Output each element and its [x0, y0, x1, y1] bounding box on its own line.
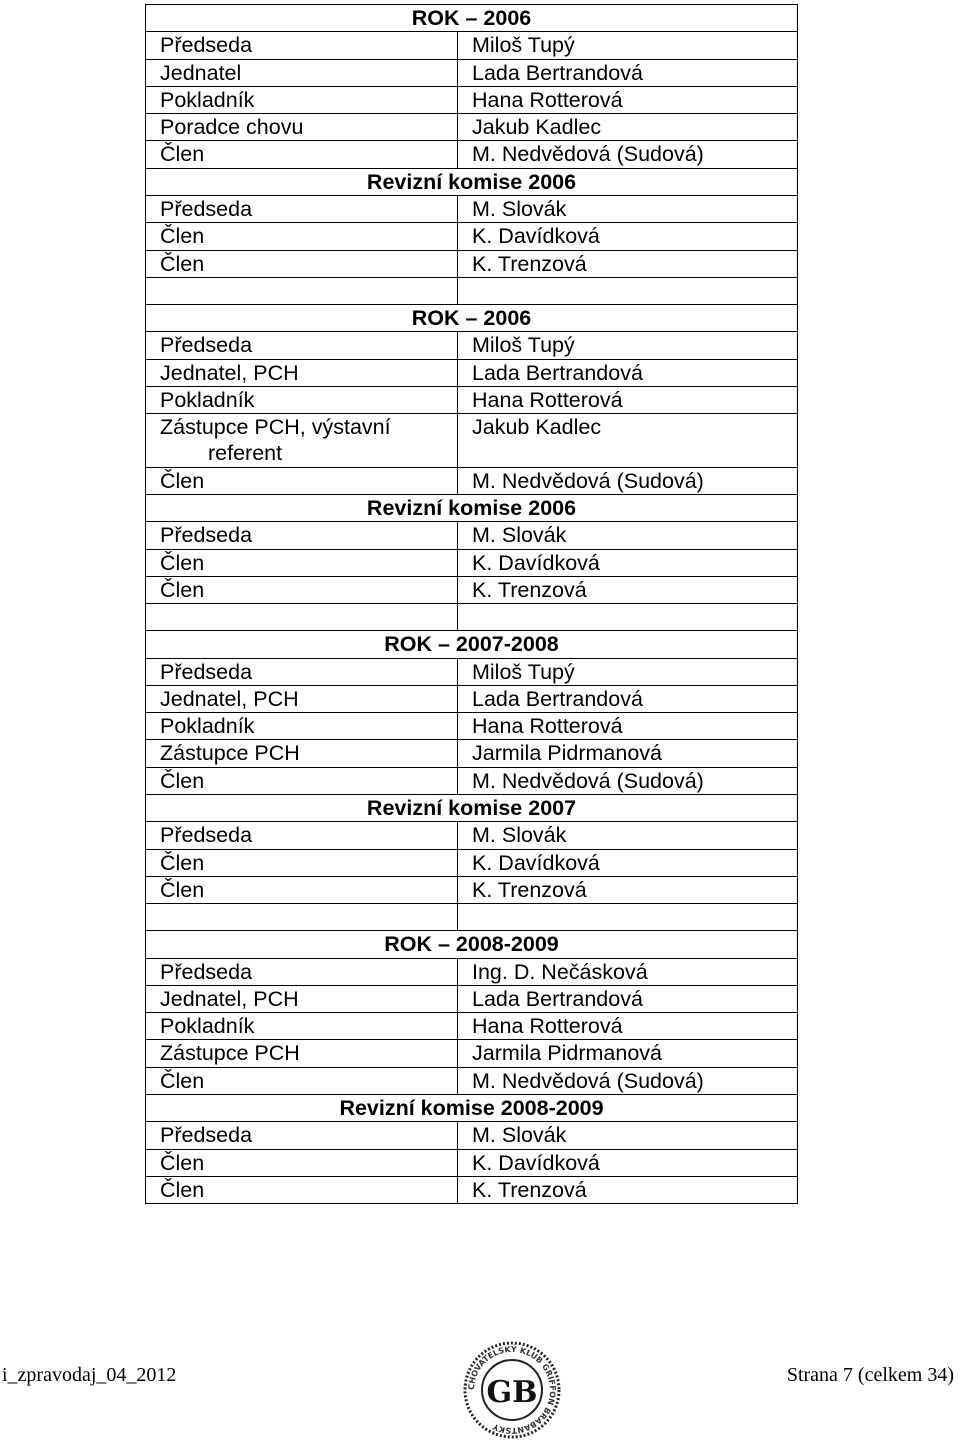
audit-member-name: K. Davídková	[458, 1149, 798, 1176]
table-row	[146, 740, 798, 767]
table-row	[146, 114, 798, 141]
section-header-row	[146, 931, 798, 958]
member-role: Předseda	[146, 958, 458, 985]
audit-member-role: Předseda	[146, 522, 458, 549]
table-row	[146, 414, 798, 468]
audit-member-name: K. Trenzová	[458, 250, 798, 277]
audit-member-name: K. Davídková	[458, 849, 798, 876]
audit-member-name: K. Trenzová	[458, 576, 798, 603]
member-name: Jakub Kadlec	[458, 114, 798, 141]
section-header-row	[146, 631, 798, 658]
table-row	[146, 713, 798, 740]
member-role	[146, 414, 458, 468]
committee-table	[145, 4, 798, 1204]
table-row	[146, 849, 798, 876]
member-name: Miloš Tupý	[458, 332, 798, 359]
section-header-row	[146, 5, 798, 32]
table-row	[146, 223, 798, 250]
logo-ring-text: CHOVATELSKÝ KLUB GRIFFON BRABANTSKÝ	[466, 1344, 558, 1436]
table-row	[146, 767, 798, 794]
audit-header-row	[146, 168, 798, 195]
table-row	[146, 876, 798, 903]
section-header-row	[146, 304, 798, 331]
club-logo-icon	[462, 1340, 562, 1440]
member-role: Člen	[146, 141, 458, 168]
audit-member-name: K. Davídková	[458, 223, 798, 250]
spacer-row	[146, 604, 798, 631]
table-row	[146, 59, 798, 86]
section-title: ROK – 2006	[146, 5, 798, 32]
member-role-line: Zástupce PCH, výstavní	[160, 415, 391, 440]
member-role: Předseda	[146, 32, 458, 59]
table-row	[146, 196, 798, 223]
table-row	[146, 332, 798, 359]
table-row	[146, 1013, 798, 1040]
logo-initials: GB	[486, 1375, 538, 1410]
spacer-cell	[146, 604, 458, 631]
member-name: Miloš Tupý	[458, 658, 798, 685]
member-role: Pokladník	[146, 1013, 458, 1040]
audit-header-row	[146, 795, 798, 822]
audit-member-role: Člen	[146, 576, 458, 603]
table-row	[146, 522, 798, 549]
table-row	[146, 1067, 798, 1094]
member-name: M. Nedvědová (Sudová)	[458, 767, 798, 794]
table-row	[146, 822, 798, 849]
audit-member-name: K. Trenzová	[458, 876, 798, 903]
audit-committee-title: Revizní komise 2007	[146, 795, 798, 822]
member-name: Lada Bertrandová	[458, 985, 798, 1012]
table-row	[146, 141, 798, 168]
member-name: Hana Rotterová	[458, 713, 798, 740]
member-role: Pokladník	[146, 713, 458, 740]
member-role: Člen	[146, 467, 458, 494]
member-name: Jarmila Pidrmanová	[458, 740, 798, 767]
member-name: Lada Bertrandová	[458, 685, 798, 712]
audit-member-name: M. Slovák	[458, 196, 798, 223]
member-name: Hana Rotterová	[458, 86, 798, 113]
member-role: Jednatel, PCH	[146, 359, 458, 386]
footer-page-number: Strana 7 (celkem 34)	[786, 1364, 954, 1386]
member-role: Zástupce PCH	[146, 740, 458, 767]
member-name: M. Nedvědová (Sudová)	[458, 1067, 798, 1094]
table-row	[146, 1040, 798, 1067]
member-name: M. Nedvědová (Sudová)	[458, 141, 798, 168]
member-role: Poradce chovu	[146, 114, 458, 141]
member-role-continuation: referent	[208, 441, 283, 466]
spacer-cell	[146, 277, 458, 304]
table-row	[146, 549, 798, 576]
member-role: Člen	[146, 1067, 458, 1094]
member-role: Předseda	[146, 658, 458, 685]
table-row	[146, 86, 798, 113]
audit-member-role: Člen	[146, 549, 458, 576]
section-title: ROK – 2007-2008	[146, 631, 798, 658]
audit-committee-title: Revizní komise 2008-2009	[146, 1094, 798, 1121]
spacer-cell	[458, 604, 798, 631]
table-row	[146, 32, 798, 59]
audit-member-name: M. Slovák	[458, 1122, 798, 1149]
committee-table-body	[146, 5, 798, 1204]
audit-member-role: Člen	[146, 849, 458, 876]
audit-member-role: Předseda	[146, 1122, 458, 1149]
audit-member-name: M. Slovák	[458, 822, 798, 849]
member-role: Jednatel, PCH	[146, 985, 458, 1012]
spacer-row	[146, 904, 798, 931]
table-row	[146, 386, 798, 413]
member-name: Miloš Tupý	[458, 32, 798, 59]
member-name: Hana Rotterová	[458, 386, 798, 413]
audit-header-row	[146, 495, 798, 522]
audit-member-role: Člen	[146, 1149, 458, 1176]
member-name: Lada Bertrandová	[458, 59, 798, 86]
member-role: Člen	[146, 767, 458, 794]
audit-committee-title: Revizní komise 2006	[146, 495, 798, 522]
audit-member-role: Člen	[146, 1176, 458, 1203]
member-name: Jakub Kadlec	[458, 414, 798, 468]
table-row	[146, 359, 798, 386]
table-row	[146, 1149, 798, 1176]
spacer-cell	[458, 277, 798, 304]
audit-member-role: Člen	[146, 876, 458, 903]
table-row	[146, 1176, 798, 1203]
table-row	[146, 576, 798, 603]
table-row	[146, 985, 798, 1012]
audit-member-role: Předseda	[146, 822, 458, 849]
audit-committee-title: Revizní komise 2006	[146, 168, 798, 195]
spacer-cell	[146, 904, 458, 931]
section-title: ROK – 2006	[146, 304, 798, 331]
audit-member-name: K. Davídková	[458, 549, 798, 576]
spacer-row	[146, 277, 798, 304]
footer-filename: i_zpravodaj_04_2012	[2, 1364, 177, 1386]
member-name: M. Nedvědová (Sudová)	[458, 467, 798, 494]
table-row	[146, 250, 798, 277]
audit-member-role: Předseda	[146, 196, 458, 223]
audit-member-role: Člen	[146, 250, 458, 277]
member-name: Lada Bertrandová	[458, 359, 798, 386]
audit-member-role: Člen	[146, 223, 458, 250]
table-row	[146, 467, 798, 494]
member-role: Jednatel, PCH	[146, 685, 458, 712]
table-row	[146, 1122, 798, 1149]
table-row	[146, 685, 798, 712]
audit-member-name: M. Slovák	[458, 522, 798, 549]
member-name: Hana Rotterová	[458, 1013, 798, 1040]
member-role: Pokladník	[146, 386, 458, 413]
spacer-cell	[458, 904, 798, 931]
member-role: Předseda	[146, 332, 458, 359]
member-role: Jednatel	[146, 59, 458, 86]
section-title: ROK – 2008-2009	[146, 931, 798, 958]
table-row	[146, 658, 798, 685]
table-row	[146, 958, 798, 985]
audit-member-name: K. Trenzová	[458, 1176, 798, 1203]
member-role: Pokladník	[146, 86, 458, 113]
member-name: Ing. D. Nečásková	[458, 958, 798, 985]
member-role: Zástupce PCH	[146, 1040, 458, 1067]
member-name: Jarmila Pidrmanová	[458, 1040, 798, 1067]
audit-header-row	[146, 1094, 798, 1121]
